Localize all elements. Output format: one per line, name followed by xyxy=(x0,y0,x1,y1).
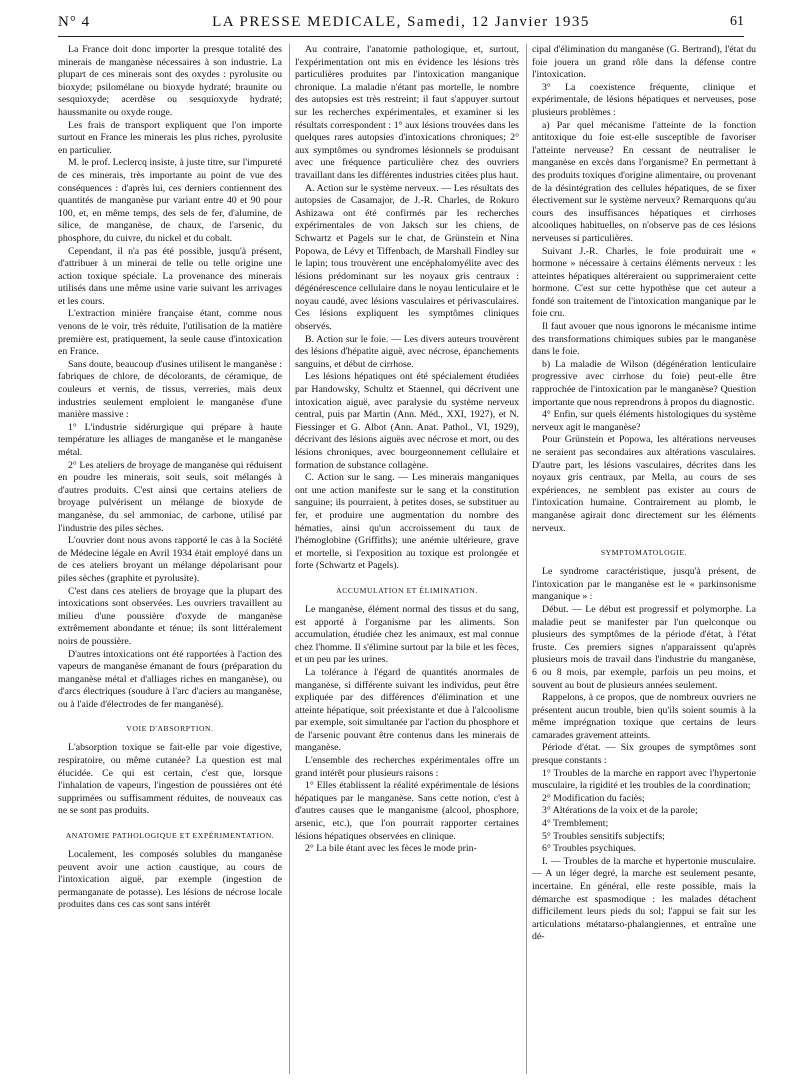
page-number: 61 xyxy=(730,14,744,29)
issue-number: N° 4 xyxy=(58,14,91,30)
paragraph: L'ensemble des recherches expérimentales offre un grand intérêt pour plusieurs raisons : xyxy=(295,755,519,779)
paragraph: C'est dans ces ateliers de broyage que la plupart des intoxications sont observées. Les ouvriers travaillent au milieu d'une poussière d'oxyde de manganèse extrêmement abondante et ténue; ils sont littéralement noirs de poussière. xyxy=(58,585,282,647)
paragraph: b) La maladie de Wilson (dégénération lenticulaire progressive avec cirrhose du foie) peut-elle être rapprochée de l'intoxication par le manganèse? Question importante que nous reprendrons à propos du diagnostic. xyxy=(532,358,756,408)
column-3 xyxy=(532,44,756,1074)
section-heading: VOIE D'ABSORPTION. xyxy=(126,724,214,734)
paragraph: A. Action sur le système nerveux. — Les résultats des autopsies de Casamajor, de J.-R. Charles, de Rokuro Ashizawa ont été confirmés par les recherches expérimentales de von Jaksch sur les chiens, de Schwartz et Pagels sur le chat, de Grünstein et Nina Popowa, de Lévy et Tiffenbach, de Marshall Findley sur le lapin; tous trouvèrent une encéphalomyélite avec des lésions prédominant sur les noyaux gris centraux : dégénérescence cellulaire dans le noyau lenticulaire et le noyau caudé, avec lésions vasculaires et périvasculaires. Ces lésions expliquent les symptômes cliniques observés. xyxy=(295,182,519,333)
paragraph: Les lésions hépatiques ont été spécialement étudiées par Handowsky, Schultz et Staennel, qui décrivent une intoxication aiguë, avec paralysie du système nerveux central, puis par Martin (Ann. Méd., XXI, 1927), et N. Fiessinger et G. Albot (Ann. Anat. Pathol., VI, 1929), décrivant des lésions aiguës avec nécrose et mort, ou des lésions chroniques, avec bourgeonnement cellulaire et formation de substance collagène. xyxy=(295,371,519,471)
paragraph: Localement, les composés solubles du manganèse peuvent avoir une action caustique, au cours de l'intoxication aiguë, par exemple (ingestion de permanganate de potasse). Les lésions de nécrose locale produites dans ces cas sont sans intérêt xyxy=(58,849,282,911)
paragraph: B. Action sur le foie. — Les divers auteurs trouvèrent des lésions d'hépatite aiguë, avec nécrose, épanchements sanguins, et début de cirrhose. xyxy=(295,333,519,370)
section-heading: ACCUMULATION ET ÉLIMINATION. xyxy=(336,585,478,595)
paragraph: Début. — Le début est progressif et polymorphe. La maladie peut se manifester par l'un quelconque ou plusieurs des symptômes de la période d'état, à l'état fruste. Ces premiers signes n'apparaissent qu'après plusieurs mois de travail dans l'industrie du manganèse, 6 ou 8 mois, par exemple, parfois un peu moins, et souvent au bout de plusieurs années seulement. xyxy=(532,603,756,691)
paragraph: D'autres intoxications ont été rapportées à l'action des vapeurs de manganèse émanant de fours (préparation du manganèse métal et d'alliages riches en manganèse), ou d'arcs électriques (soudure à l'arc d'aciers au manganèse, ou à l'aide d'électrodes de fer manganèsé). xyxy=(58,648,282,710)
paragraph: 3° La coexistence fréquente, clinique et expérimentale, de lésions hépatiques et nerveuses, pose plusieurs problèmes : xyxy=(532,81,756,118)
paragraph: Le manganèse, élément normal des tissus et du sang, est apporté à l'organisme par les aliments. Son accumulation, étudiée chez les animaux, est mal connue chez l'homme. Il s'élimine surtout par la bile et les fèces, et un peu par les urines. xyxy=(295,603,519,666)
paragraph: Suivant J.-R. Charles, le foie produirait une « hormone » nécessaire à certains éléments nerveux : les atteintes hépatiques altéreraient ou supprimeraient cette hormone. C'est sur cette hypothèse que cet auteur a fondé son traitement de l'intoxication manganique par le foie cru. xyxy=(532,245,756,320)
article-body xyxy=(58,44,756,1074)
column-1 xyxy=(58,44,282,1074)
paragraph: 2° Modification du faciès; xyxy=(542,792,645,804)
paragraph: Les frais de transport expliquent que l'on importe surtout en France les minerais les plus riches, pyrolusite en particulier. xyxy=(58,119,282,156)
section-heading: ANATOMIE PATHOLOGIQUE ET EXPÉRIMENTATION. xyxy=(65,831,275,841)
paragraph: M. le prof. Leclercq insiste, à juste titre, sur l'impureté de ces minerais, très importante au point de vue des conséquences : d'après lui, ces derniers contiennent des quantités de manganèse pur variant entre 40 et 90 pour 100, et, en même temps, des sels de fer, d'alumine, de silice, de manganèse, de chaux, de l'arsenic, du phosphore, du cuivre, du nickel et du cobalt. xyxy=(58,157,282,244)
paragraph: Pour Grünstein et Popowa, les altérations nerveuses ne seraient pas secondaires aux altérations vasculaires. D'autre part, les lésions vasculaires, décrites dans les noyaux gris centraux, par Mella, au cours de ses expériences, ne semblent pas exister au cours de l'intoxication humaine. Contrairement au plomb, le manganèse agirait donc directement sur les éléments nerveux. xyxy=(532,434,756,534)
journal-title: LA PRESSE MEDICALE, Samedi, 12 Janvier 1935 xyxy=(212,14,590,30)
paragraph: 2° La bile étant avec les fèces le mode prin- xyxy=(305,843,477,855)
paragraph: Période d'état. — Six groupes de symptômes sont presque constants : xyxy=(532,742,756,767)
paragraph: 4° Enfin, sur quels éléments histologiques du système nerveux agit le manganèse? xyxy=(532,409,756,433)
paragraph: a) Par quel mécanisme l'atteinte de la fonction antitoxique du foie est-elle susceptible de favoriser l'atteinte nerveuse? En cessant de neutraliser le manganèse en excès dans l'organisme? En permettant à des produits toxiques d'origine alimentaire, ou provenant de la désintégration des cellules hépatiques, de se fixer électivement sur le système nerveux? Remarquons qu'au cours des insuffisances hépatiques et cirrhoses alcooliques habituelles, on n'observe pas de ces lésions nerveuses si particulières. xyxy=(532,119,756,244)
page-header xyxy=(58,10,744,37)
paragraph: I. — Troubles de la marche et hypertonie musculaire. — A un léger degré, la marche est seulement pesante, incertaine. En général, elle reste possible, mais la démarche est spasmodique : les malades détachent difficilement leurs pieds du sol; l'appui se fait sur les articulations métatarso-phalangiennes, et entraîne une dé- xyxy=(532,855,756,943)
paragraph: cipal d'élimination du manganèse (G. Bertrand), l'état du foie jouera un grand rôle dans la défense contre l'intoxication. xyxy=(532,44,756,81)
paragraph: Il faut avouer que nous ignorons le mécanisme intime des transformations chimiques subies par le manganèse dans le foie. xyxy=(532,321,756,358)
paragraph: Sans doute, beaucoup d'usines utilisent le manganèse : fabriques de chlore, de décolorants, de céramique, de couleurs et vernis, de tissus, verreries, mais deux industries seulement emploient le manganèse d'une manière massive : xyxy=(58,358,282,421)
paragraph: Au contraire, l'anatomie pathologique, et, surtout, l'expérimentation ont mis en évidence les lésions très particulières produites par l'intoxication manganique chronique. La maladie n'étant pas mortelle, le nombre des autopsies est très restreint; il faut s'appuyer surtout sur les recherches expérimentales, et examiner si les résultats correspondent : 1° aux lésions trouvées dans les quelques rares autopsies d'intoxications chroniques; 2° aux symptômes ou syndromes lésionnels se produisant avec une fréquence particulière chez des ouvriers travaillant dans les différentes industries citées plus haut. xyxy=(295,44,519,181)
paragraph: L'absorption toxique se fait-elle par voie digestive, respiratoire, ou même cutanée? La question est mal élucidée. Ce qui est certain, c'est que, lorsque l'inhalation de vapeurs, l'ingestion de poussières ont été supprimées ou suffisamment réduites, de nouveaux cas ne se sont pas produits. xyxy=(58,742,282,817)
paragraph: La France doit donc importer la presque totalité des minerais de manganèse nécessaires à son industrie. La plupart de ces minerais sont des oxydes : pyrolusite ou bioxyde; psilomélane ou bioxyde hydraté; braunite ou sesquioxyde; acerdèse ou sesquioxyde hydraté; haussmanite ou oxyde rouge. xyxy=(58,44,282,118)
paragraph: La tolérance à l'égard de quantités anormales de manganèse, si différente suivant les individus, peut être expliquée par des différences d'élimination et une atteinte hépatique, soit préexistante et due à l'alcoolisme par exemple, soit simultanée par l'action du phosphore et de l'arsenic pouvant être contenus dans les minerais de manganèse. xyxy=(295,666,519,754)
paragraph: L'ouvrier dont nous avons rapporté le cas à la Société de Médecine légale en Avril 1934 était employé dans un de ces ateliers broyant un mélange dépolarisant pour piles sèches (graphite et pyrolusite). xyxy=(58,535,282,584)
column-2 xyxy=(295,44,519,1074)
paragraph: 5° Troubles sensitifs subjectifs; xyxy=(542,830,665,842)
paragraph: 3° Altérations de la voix et de la parole; xyxy=(542,805,698,817)
paragraph: 4° Tremblement; xyxy=(542,818,609,830)
paragraph: 1° Elles établissent la réalité expérimentale de lésions hépatiques par le manganèse. Sans cette notion, c'est à d'autres causes que le manganisme (alcool, phosphore, arsenic, etc.), que l'on pourrait rapporter certaines lésions hépatiques observées en clinique. xyxy=(295,780,519,842)
paragraph: 2° Les ateliers de broyage de manganèse qui réduisent en poudre les minerais, soit seuls, soit mélangés à d'autres produits. C'est ainsi que certains ateliers de broyage pulvérisent un mélange de bioxyde de manganèse, du sel ammoniac, de carbone, utilisé par l'industrie des piles sèches. xyxy=(58,459,282,534)
paragraph: Cependant, il n'a pas été possible, jusqu'à présent, d'attribuer à un minerai de telle ou telle origine une action toxique spéciale. La provenance des minerais utilisés dans une même usine varie suivant les arrivages et les cours. xyxy=(58,245,282,307)
paragraph: Rappelons, à ce propos, que de nombreux ouvriers ne présentent aucun trouble, bien qu'ils soient soumis à la même imprégnation toxique que certains de leurs camarades gravement atteints. xyxy=(532,692,756,741)
paragraph: 6° Troubles psychiques. xyxy=(542,843,637,855)
paragraph: C. Action sur le sang. — Les minerais manganiques ont une action manifeste sur le sang et la constitution sanguine; ils pourraient, à petites doses, se substituer au fer, et produire une augmentation du nombre des hématies, ainsi qu'un accroissement du taux de l'hémoglobine (Griffiths); une anémie ultérieure, grave et mortelle, si l'exposition au toxique est prolongée et forte (Schwartz et Pagels). xyxy=(295,472,519,572)
section-heading: SYMPTOMATOLOGIE. xyxy=(600,548,688,558)
paragraph: 1° L'industrie sidérurgique qui prépare à haute température les alliages de manganèse et le manganèse métal. xyxy=(58,421,282,458)
paragraph: L'extraction minière française étant, comme nous venons de le voir, très réduite, l'utilisation de la matière première est, pratiquement, la seule cause d'intoxication en France. xyxy=(58,308,282,358)
paragraph: Le syndrome caractéristique, jusqu'à présent, de l'intoxication par le manganèse est le « parkinsonisme manganique » : xyxy=(532,566,756,603)
paragraph: 1° Troubles de la marche en rapport avec l'hypertonie musculaire, la rigidité et les troubles de la coordination; xyxy=(532,767,756,792)
